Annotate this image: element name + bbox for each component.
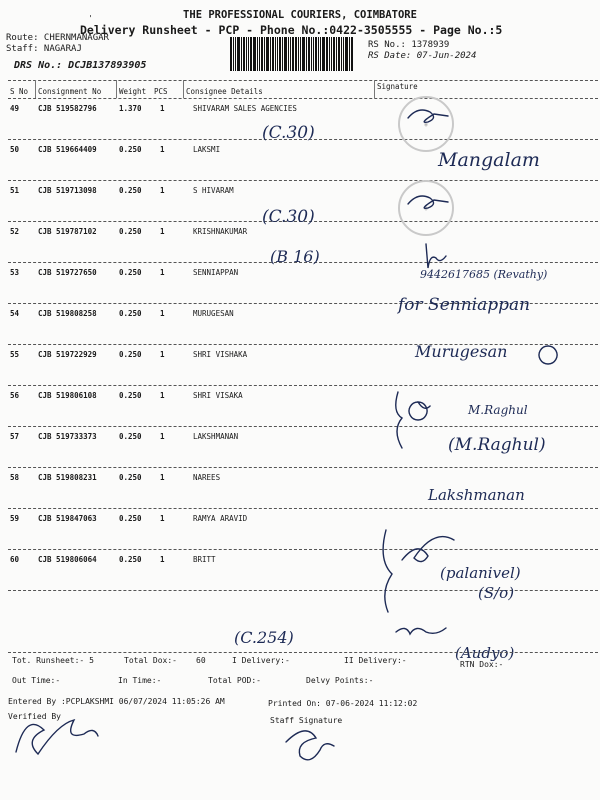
stray-mark: ' — [88, 14, 93, 23]
cell-consignee: LAKSMI — [193, 145, 221, 154]
cell-consignee: SENNIAPPAN — [193, 268, 239, 277]
signature-stroke — [396, 628, 446, 634]
company-stamp: ◉ — [398, 180, 454, 236]
cell-sno: 58 — [10, 473, 20, 482]
cell-sno: 60 — [10, 555, 20, 564]
cell-consignee: SHRI VISAKA — [193, 391, 243, 400]
cell-consignee: LAKSHMANAN — [193, 432, 239, 441]
cell-pcs: 1 — [160, 473, 165, 482]
total-pod: Total POD:- — [208, 676, 261, 685]
cell-pcs: 1 — [160, 186, 165, 195]
cell-sno: 56 — [10, 391, 20, 400]
rs-number: RS No.: 1378939 — [368, 40, 450, 50]
signature-stroke — [408, 196, 448, 208]
total-dox-label: Total Dox:- — [124, 656, 177, 665]
cell-sno: 53 — [10, 268, 20, 277]
signature-stroke — [539, 346, 557, 364]
cell-sno: 51 — [10, 186, 20, 195]
delvy-points: Delvy Points:- — [306, 676, 374, 685]
cell-weight: 0.250 — [119, 145, 142, 154]
company-title: THE PROFESSIONAL COURIERS, COIMBATORE — [183, 9, 417, 21]
col-header-sno: S No — [10, 87, 29, 96]
cell-pcs: 1 — [160, 227, 165, 236]
signature-stroke — [383, 530, 392, 612]
cell-consignment: CJB 519808231 — [38, 473, 97, 482]
cell-sno: 50 — [10, 145, 20, 154]
cell-sno: 57 — [10, 432, 20, 441]
cell-consignment: CJB 519713098 — [38, 186, 97, 195]
signature-stroke — [409, 402, 430, 420]
cell-sno: 55 — [10, 350, 20, 359]
cell-consignee: BRITT — [193, 555, 216, 564]
cell-pcs: 1 — [160, 514, 165, 523]
handwriting-r49: (C.30) — [262, 123, 315, 143]
cell-consignee: SHIVARAM SALES AGENCIES — [193, 104, 297, 113]
col-header-signature: Signature — [377, 82, 418, 91]
cell-consignee: SHRI VISHAKA — [193, 350, 248, 359]
i-delivery: I Delivery:- — [232, 656, 290, 665]
cell-weight: 0.250 — [119, 227, 142, 236]
handwriting-r52b: 9442617685 (Revathy) — [420, 268, 548, 281]
handwriting-r60b: (Audyo) — [455, 644, 515, 662]
cell-weight: 1.370 — [119, 104, 142, 113]
cell-consignee: RAMYA ARAVID — [193, 514, 248, 523]
ii-delivery: II Delivery:- — [344, 656, 407, 665]
runsheet-subtitle: Delivery Runsheet - PCP - Phone No.:0422-3505555 - Page No.:5 — [80, 23, 503, 37]
cell-sno: 54 — [10, 309, 20, 318]
cell-consignment: CJB 519787102 — [38, 227, 97, 236]
cell-consignee: MURUGESAN — [193, 309, 234, 318]
handwriting-r51: (C.30) — [262, 207, 315, 227]
signature-stroke — [426, 244, 446, 268]
cell-weight: 0.250 — [119, 391, 142, 400]
cell-consignment: CJB 519733373 — [38, 432, 97, 441]
cell-consignment: CJB 519847063 — [38, 514, 97, 523]
cell-pcs: 1 — [160, 555, 165, 564]
handwriting-r52a: (B 16) — [270, 247, 320, 266]
staff-label: Staff: NAGARAJ — [6, 44, 82, 54]
cell-weight: 0.250 — [119, 473, 142, 482]
cell-pcs: 1 — [160, 268, 165, 277]
cell-consignee: NAREES — [193, 473, 221, 482]
cell-consignment: CJB 519664409 — [38, 145, 97, 154]
company-stamp: ◉ — [398, 96, 454, 152]
col-header-consignee: Consignee Details — [186, 87, 263, 96]
total-dox-value: 60 — [196, 656, 206, 665]
in-time: In Time:- — [118, 676, 162, 685]
handwriting-r50: Mangalam — [438, 149, 540, 171]
cell-pcs: 1 — [160, 391, 165, 400]
printed-on: Printed On: 07-06-2024 11:12:02 — [268, 699, 418, 708]
tot-runsheet: Tot. Runsheet:- 5 — [12, 656, 94, 665]
handwriting-r59a: (palanivel) — [440, 564, 521, 582]
cell-consignment: CJB 519722929 — [38, 350, 97, 359]
cell-pcs: 1 — [160, 432, 165, 441]
cell-sno: 49 — [10, 104, 20, 113]
cell-pcs: 1 — [160, 309, 165, 318]
cell-consignment: CJB 519808258 — [38, 309, 97, 318]
handwriting-r59b: (S/o) — [478, 584, 515, 602]
cell-weight: 0.250 — [119, 432, 142, 441]
cell-weight: 0.250 — [119, 350, 142, 359]
cell-consignee: S HIVARAM — [193, 186, 234, 195]
signature-stroke — [396, 392, 402, 448]
handwriting-r56: (M.Raghul) — [448, 435, 546, 455]
rtn-dox: RTN Dox:- — [460, 660, 504, 669]
cell-consignment: CJB 519806064 — [38, 555, 97, 564]
cell-consignment: CJB 519582796 — [38, 104, 97, 113]
out-time: Out Time:- — [12, 676, 61, 685]
footer-rule — [8, 652, 598, 653]
cell-sno: 52 — [10, 227, 20, 236]
col-header-pcs: PCS — [154, 87, 168, 96]
handwriting-r57: Lakshmanan — [428, 486, 525, 504]
col-header-weight: Weight — [119, 87, 147, 96]
cell-pcs: 1 — [160, 104, 165, 113]
cell-weight: 0.250 — [119, 268, 142, 277]
verifier-signature — [16, 720, 98, 754]
cell-consignee: KRISHNAKUMAR — [193, 227, 248, 236]
cell-consignment: CJB 519806108 — [38, 391, 97, 400]
cell-weight: 0.250 — [119, 514, 142, 523]
cell-weight: 0.250 — [119, 186, 142, 195]
cell-weight: 0.250 — [119, 555, 142, 564]
staff-signature — [286, 731, 334, 760]
route-label: Route: CHERNMANAGAR — [6, 33, 109, 43]
cell-pcs: 1 — [160, 350, 165, 359]
cell-consignment: CJB 519727650 — [38, 268, 97, 277]
staff-signature-label: Staff Signature — [270, 716, 343, 725]
cell-weight: 0.250 — [119, 309, 142, 318]
handwriting-r53: for Senniappan — [398, 295, 531, 315]
entered-by: Entered By :PCPLAKSHMI 06/07/2024 11:05:26 AM — [8, 697, 225, 706]
drs-number: DRS No.: DCJB137893905 — [14, 60, 147, 71]
rs-date: RS Date: 07-Jun-2024 — [368, 51, 477, 61]
handwriting-r60a: (C.254) — [234, 628, 294, 647]
handwriting-r54: Murugesan — [415, 342, 508, 361]
verified-by: Verified By — [8, 712, 61, 721]
signature-stroke — [408, 110, 448, 122]
cell-sno: 59 — [10, 514, 20, 523]
col-header-consignment: Consignment No — [38, 87, 102, 96]
handwriting-r55: M.Raghul — [468, 403, 528, 417]
signature-stroke — [402, 537, 454, 562]
cell-pcs: 1 — [160, 145, 165, 154]
